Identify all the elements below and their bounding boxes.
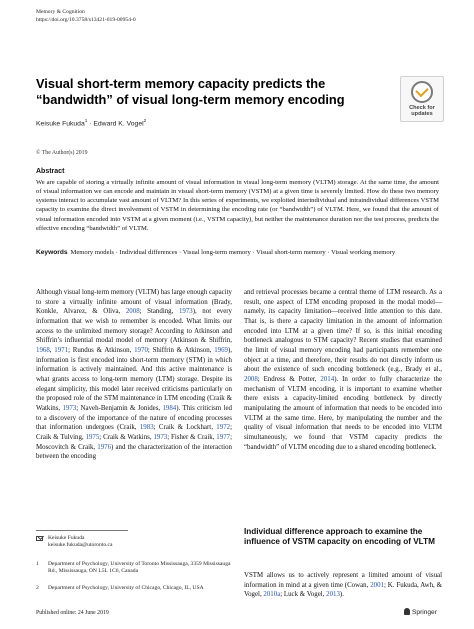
- body-text: ). This criticism led to a discovery of the importance of the nature of encoding processes that information undergoes (Craik,: [36, 404, 232, 432]
- affiliation: [36, 561, 236, 576]
- body-text: ). In order to fully characterize the mechanism of VLTM encoding, it is important to examine whether there exists a capacity-limited encoding bottleneck by directly manipulating the amount of information that needs to be encoded into VLTM at the same time. Here, by manipulating the number and the quality of visual information that needs to be encoded into VLTM simultaneously, we found that VSTM capacity predicts the “bandwidth” of VLTM encoding due to a shared encoding bottleneck.: [244, 375, 442, 451]
- body-text: ,: [49, 346, 55, 354]
- citation-link[interactable]: 1968: [36, 346, 50, 354]
- body-text: ; Craik & Tulving,: [36, 424, 232, 441]
- citation-link[interactable]: 1970: [134, 346, 148, 354]
- keywords-text: Memory models · Individual differences · Visual long-term memory · Visual short-term memory · Visual working memory: [70, 249, 396, 256]
- citation-link[interactable]: 2008: [244, 375, 258, 383]
- body-text: ; Rundus & Atkinson,: [68, 346, 135, 354]
- affiliation-text: Department of Psychology, University of Toronto Mississauga, 3359 Mississauga Rd., Mississauga, ON L5L 1C6, Canada: [48, 561, 231, 575]
- section-heading: Individual difference approach to examine the influence of VSTM capacity on encoding of VLTM: [244, 527, 435, 546]
- paper-title: Visual short-term memory capacity predicts the “bandwidth” of visual long-term memory encoding: [36, 76, 345, 107]
- body-text: VSTM allows us to actively represent a limited amount of visual information in mind at a given time (Cowan,: [244, 572, 442, 589]
- body-text: Although visual long-term memory (VLTM) has large enough capacity to store a virtually infinite amount of visual information (Brady, Konkle, Alvarez, & Oliva,: [36, 289, 232, 316]
- citation-link[interactable]: 1984: [162, 404, 177, 412]
- body-text: ).: [339, 591, 344, 598]
- correspondence: [36, 535, 226, 550]
- citation-link[interactable]: 1973: [178, 308, 193, 316]
- copyright-notice: © The Author(s) 2019: [36, 150, 88, 156]
- body-text: ; Fisher & Craik,: [167, 433, 217, 441]
- citation-link[interactable]: 1973: [153, 433, 168, 441]
- body-left-column: [36, 288, 232, 462]
- check-mark-icon: [411, 81, 433, 103]
- citation-link[interactable]: 1971: [54, 346, 69, 354]
- body-text: ; Moscovitch & Craik,: [36, 433, 232, 451]
- author-affiliation-marker: 1: [84, 118, 88, 123]
- affiliation-number: 2: [36, 585, 39, 591]
- author-separator: ·: [87, 120, 94, 128]
- citation-link[interactable]: 1977: [216, 433, 231, 441]
- body-text: ; Endress & Potter,: [257, 375, 321, 383]
- abstract-heading: Abstract: [36, 168, 65, 175]
- publisher-logo: [404, 608, 437, 616]
- correspondence-name: Keisuke Fukuda: [48, 535, 85, 541]
- check-for-updates-badge[interactable]: [400, 76, 444, 122]
- affiliation-number: 1: [36, 561, 39, 567]
- journal-name: Memory & Cognition: [36, 9, 85, 15]
- citation-link[interactable]: 2014: [320, 375, 335, 383]
- citation-link[interactable]: 2008: [125, 308, 140, 316]
- badge-line-2: updates: [411, 111, 433, 118]
- abstract-text: We are capable of storing a virtually infinite amount of visual information in visual long-term memory (VLTM) storage. At the same time, the amount of visual information we can encode and maintain in visual short-term memory (VSTM) at a given time is severely limited. How do these two memory systems interact to accumulate vast amount of VLTM? In this series of experiments, we exploited interindividual and intraindividual differences VSTM capacity to examine the direct involvement of VSTM in determining the encoding rate (or “bandwidth”) of VLTM. Here, we found that the amount of visual information encoded into VSTM at a given moment (i.e., VSTM capacity), but neither the maintenance duration nor the test process, predicts the effective encoding “bandwidth” of VLTM.: [36, 179, 439, 232]
- envelope-icon: [36, 536, 43, 541]
- body-text: ), not every information that we wish to remember is encoded. What limits our access to the unlimited memory storage? According to Atkinson and Shiffrin’s influential modal model of memory (Atkinson & Shiffrin,: [36, 308, 232, 345]
- body-text: ; K. Fukuda, Awh, & Vogel,: [244, 581, 442, 598]
- citation-link[interactable]: 1975: [85, 433, 100, 441]
- springer-horse-icon: [404, 608, 410, 615]
- body-text: ; Standing,: [139, 308, 179, 316]
- body-text: and retrieval processes became a central theme of LTM research. As a result, one aspect of LTM encoding proposed in the modal model—namely, its capacity limitation—received little attention to this date. That is, is there a capacity limitation in the amount of information encoded into LTM at a given time? If so, is this initial encoding bottleneck analogous to STM capacity? Recent studies that examined the limit of visual memory encoding had participants remember one object at a time, and therefore, their results do not directly inform us about the existence of such encoding bottleneck (e.g., Brady et al.,: [244, 289, 442, 374]
- affiliation: [36, 585, 236, 592]
- publisher-name: Springer: [412, 609, 437, 616]
- body-text: ) and the characterization of the interaction between the encoding: [36, 443, 232, 461]
- citation-link[interactable]: 1983: [139, 424, 154, 432]
- body-text: ; Naveh-Benjamin & Jonides,: [76, 404, 163, 412]
- body-text: ; Shiffrin & Atkinson,: [147, 346, 215, 354]
- citation-link[interactable]: 2013: [326, 591, 340, 598]
- keywords: [36, 248, 439, 257]
- body-text: ; Craik & Lockhart,: [153, 424, 217, 432]
- author-name[interactable]: Edward K. Vogel: [93, 120, 144, 128]
- body-text: ), information is first encoded into short-term memory (STM) in which information is actively maintained. And this active maintenance is what grants access to long-term memory (LTM) storage. Despite its elegant simplicity, this model later received criticisms particularly on the proposed role of the STM maintenance in LTM encoding (Craik & Watkins,: [36, 346, 232, 412]
- journal-header: [36, 8, 136, 24]
- author-name[interactable]: Keisuke Fukuda: [36, 120, 85, 128]
- citation-link[interactable]: 2010a: [263, 591, 281, 598]
- author-list: [36, 118, 146, 127]
- citation-link[interactable]: 1976: [97, 443, 112, 451]
- correspondence-email[interactable]: keisuke.fukuda@utoronto.ca: [48, 542, 113, 549]
- citation-link[interactable]: 2001: [370, 581, 384, 589]
- citation-link[interactable]: 1972: [216, 424, 231, 432]
- affiliation-text: Department of Psychology, University of Chicago, Chicago, IL, USA: [48, 585, 204, 591]
- badge-line-1: Check for: [409, 105, 435, 111]
- keywords-label: Keywords: [36, 249, 68, 256]
- body-right-column: [244, 288, 442, 452]
- body-text: ; Luck & Vogel,: [280, 591, 327, 598]
- author-affiliation-marker: 2: [143, 118, 147, 123]
- body-text: ; Craik & Watkins,: [99, 433, 154, 441]
- citation-link[interactable]: 1969: [214, 346, 228, 354]
- doi-link[interactable]: https://doi.org/10.3758/s13421-019-00954-0: [36, 17, 136, 23]
- published-date: Published online: 24 June 2019: [36, 610, 109, 616]
- citation-link[interactable]: 1973: [62, 404, 77, 412]
- section-text: [244, 571, 442, 600]
- footnote-divider: [36, 530, 128, 531]
